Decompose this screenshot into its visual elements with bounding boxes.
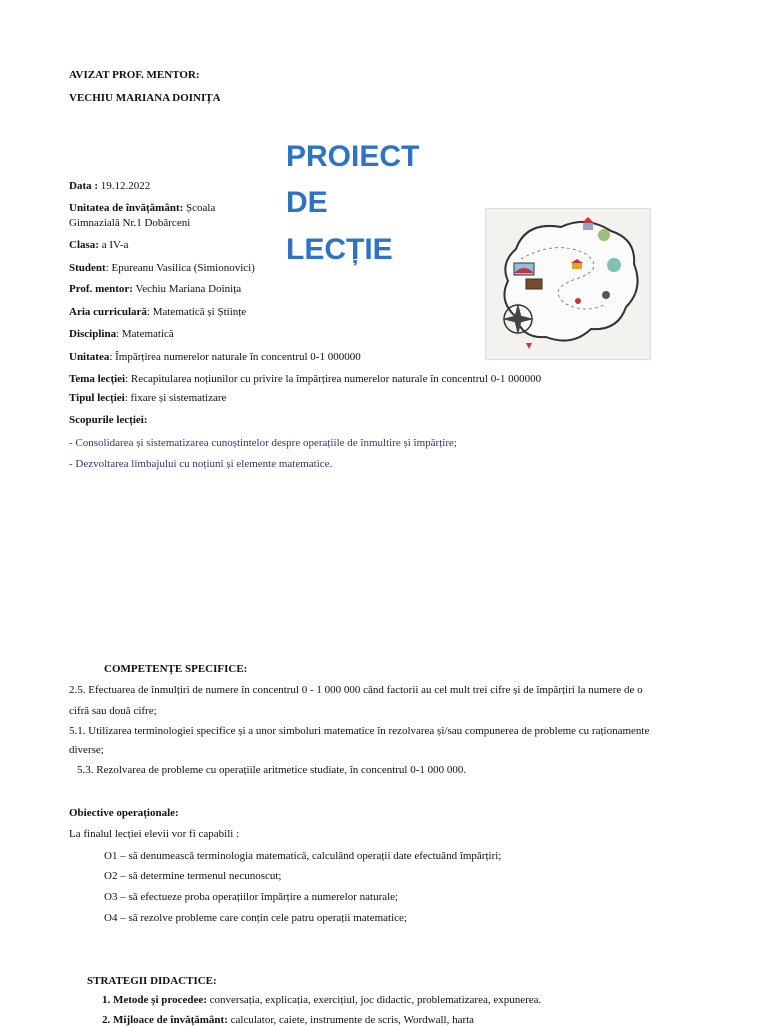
competenta-5-1-line1: 5.1. Utilizarea terminologiei specifice și a unor simboluri matematice în rezolvarea și/sau compunerea de probleme cu raționamente [69,725,650,737]
field-unitatea2-label: Unitatea [69,351,110,363]
competente-heading: COMPETENȚE SPECIFICE: [104,663,248,675]
field-prof-mentor [69,283,241,295]
field-student-value: : Epureanu Vasilica (Simionovici) [105,262,255,274]
strategii-heading: STRATEGII DIDACTICE: [87,975,217,987]
field-aria [69,306,246,318]
competenta-5-1-line2: diverse; [69,744,104,756]
scopuri-item: - Consolidarea și sistematizarea cunoștintelor despre operațiile de înmultire și împărțire; [69,437,457,449]
field-student-label: Student [69,262,106,274]
field-data-label: Data : [69,180,99,192]
mentor-name: VECHIU MARIANA DOINIȚA [69,92,221,104]
field-aria-value: : Matematică și Științe [146,306,247,318]
field-tipul-value: : fixare și sistematizare [124,392,227,404]
competenta-2-5-line1: 2.5. Efectuarea de înmulțiri de numere în concentrul 0 - 1 000 000 când factorii au cel mult trei cifre și de împărțiri la numere de o [69,684,643,696]
field-clasa [69,239,128,251]
field-unitatea-tematica [69,351,361,363]
field-tema [69,373,541,385]
strategie-metode [102,994,541,1006]
competenta-5-3: 5.3. Rezolvarea de probleme cu operațiile aritmetice studiate, în concentrul 0-1 000 000. [77,764,467,776]
field-tema-label: Tema lecției [69,373,126,385]
obiectiv-item: O2 – să determine termenul necunoscut; [104,870,282,882]
field-disciplina-value: : Matematică [116,328,174,340]
strategie-mijloace-value: calculator, caiete, instrumente de scris, Wordwall, harta [227,1014,475,1026]
mentor-approval-label: AVIZAT PROF. MENTOR: [69,69,200,81]
obiectiv-item: O4 – să rezolve probleme care conțin cele patru operații matematice; [104,912,407,924]
strategie-mijloace [102,1014,474,1026]
field-prof-label: Prof. mentor: [69,283,133,295]
field-aria-label: Aria curriculară [69,306,147,318]
field-tema-value: : Recapitularea noțiunilor cu privire la împărțirea numerelor naturale în concentrul 0-1 000000 [125,373,542,385]
obiectiv-item: O1 – să denumească terminologia matematică, calculând operații date efectuând împărțiri; [104,850,502,862]
obiective-intro: La finalul lecției elevii vor fi capabili : [69,828,240,840]
scopuri-item: - Dezvoltarea limbajului cu noțiuni și elemente matematice. [69,458,333,470]
obiective-heading: Obiective operaționale: [69,807,179,819]
field-disciplina [69,328,174,340]
title-line-2: DE [286,186,328,219]
field-unitatea-label: Unitatea de învățământ: [69,202,184,214]
title-line-1: PROIECT [286,140,420,173]
field-data [69,180,150,192]
strategie-metode-label: 1. Metode și procedee: [102,994,207,1006]
field-unitatea-value-line2: Gimnazială Nr.1 Dobârceni [69,217,191,229]
field-unitatea2-value: : Împărțirea numerelor naturale în concentrul 0-1 000000 [109,351,361,363]
field-unitatea [69,202,215,214]
field-unitatea-value: Școala [183,202,216,214]
scopuri-heading: Scopurile lecției: [69,414,148,426]
field-clasa-value: a IV-a [98,239,129,251]
field-tipul-label: Tipul lecției [69,392,125,404]
field-student [69,262,255,274]
field-tipul [69,392,226,404]
obiectiv-item: O3 – să efectueze proba operațiilor împărțire a numerelor naturale; [104,891,399,903]
strategie-mijloace-label: 2. Mijloace de învățământ: [102,1014,228,1026]
competenta-2-5-line2: cifră sau două cifre; [69,705,157,717]
field-disciplina-label: Disciplina [69,328,117,340]
treasure-map-drawing [486,209,650,359]
strategie-metode-value: conversația, explicația, exercițiul, joc didactic, problematizarea, expunerea. [206,994,542,1006]
field-prof-value: Vechiu Mariana Doinița [132,283,242,295]
field-clasa-label: Clasa: [69,239,99,251]
treasure-map-image [485,208,651,360]
field-data-value: 19.12.2022 [98,180,151,192]
title-line-3: LECȚIE [286,233,393,266]
